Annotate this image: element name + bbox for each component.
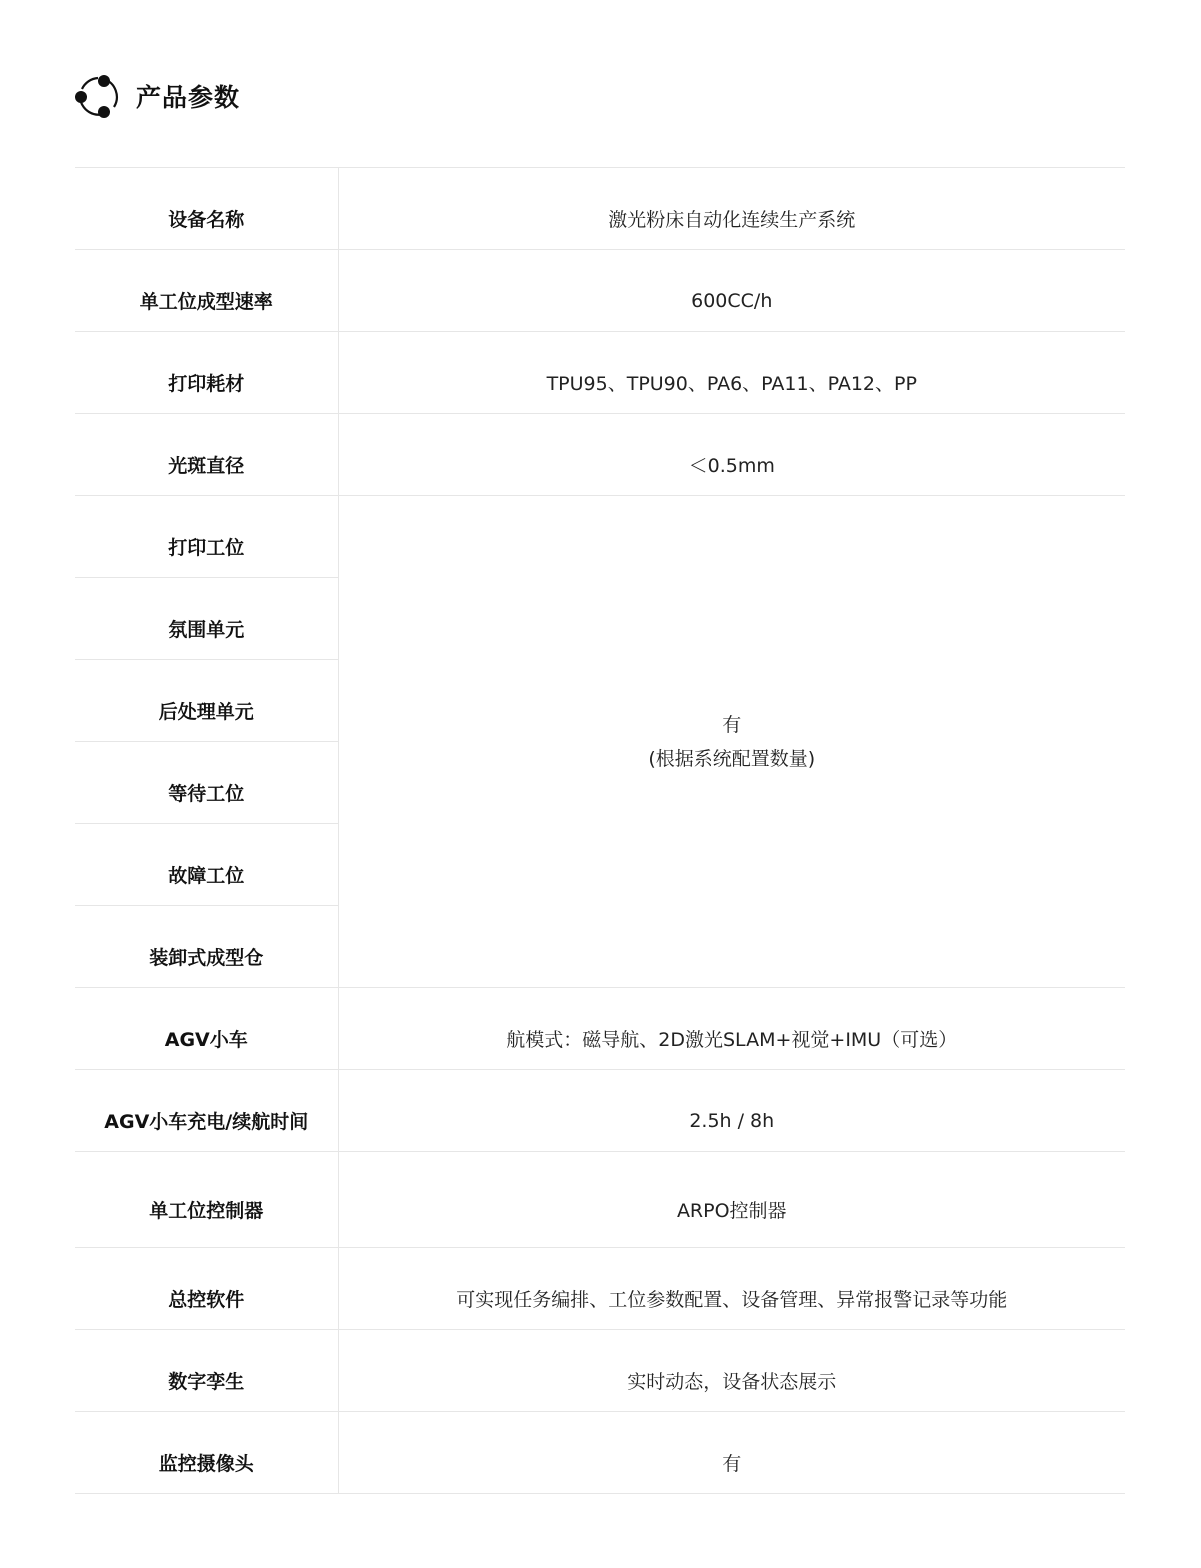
table-row [75, 332, 1125, 414]
merged-value-note: (根据系统配置数量) [648, 747, 816, 770]
table-row [75, 168, 1125, 250]
table-row [75, 988, 1125, 1070]
table-row [75, 414, 1125, 496]
row-value: ＜0.5mm [338, 414, 1125, 496]
table-row [75, 1412, 1125, 1494]
row-label: 设备名称 [75, 168, 338, 250]
page-title: 产品参数 [136, 83, 241, 112]
row-label: 氛围单元 [75, 578, 338, 660]
row-label: 打印工位 [75, 496, 338, 578]
row-value: 有 [338, 1412, 1125, 1494]
row-value: 实时动态，设备状态展示 [338, 1330, 1125, 1412]
section-header [74, 72, 240, 120]
row-label: 装卸式成型仓 [75, 906, 338, 988]
row-label: 后处理单元 [75, 660, 338, 742]
row-label: 打印耗材 [75, 332, 338, 414]
table-row [75, 496, 1125, 578]
molecule-icon [74, 73, 120, 119]
row-label: 单工位成型速率 [75, 250, 338, 332]
spec-table [75, 167, 1125, 1494]
table-row [75, 250, 1125, 332]
row-label: 光斑直径 [75, 414, 338, 496]
table-row [75, 1152, 1125, 1248]
row-value: 可实现任务编排、工位参数配置、设备管理、异常报警记录等功能 [338, 1248, 1125, 1330]
row-value: 600CC/h [338, 250, 1125, 332]
row-label: AGV小车充电/续航时间 [75, 1070, 338, 1152]
row-value: ARPO控制器 [338, 1152, 1125, 1248]
row-label: 等待工位 [75, 742, 338, 824]
row-value: 2.5h / 8h [338, 1070, 1125, 1152]
table-row [75, 1070, 1125, 1152]
row-value: TPU95、TPU90、PA6、PA11、PA12、PP [338, 332, 1125, 414]
merged-value-cell [338, 496, 1125, 988]
row-label: 数字孪生 [75, 1330, 338, 1412]
table-row [75, 1330, 1125, 1412]
row-value: 激光粉床自动化连续生产系统 [338, 168, 1125, 250]
row-label: 总控软件 [75, 1248, 338, 1330]
row-label: 故障工位 [75, 824, 338, 906]
row-value: 航模式：磁导航、2D激光SLAM+视觉+IMU（可选） [338, 988, 1125, 1070]
table-row [75, 1248, 1125, 1330]
row-label: AGV小车 [75, 988, 338, 1070]
row-label: 单工位控制器 [75, 1152, 338, 1248]
row-label: 监控摄像头 [75, 1412, 338, 1494]
merged-value-line: 有 [722, 713, 742, 736]
